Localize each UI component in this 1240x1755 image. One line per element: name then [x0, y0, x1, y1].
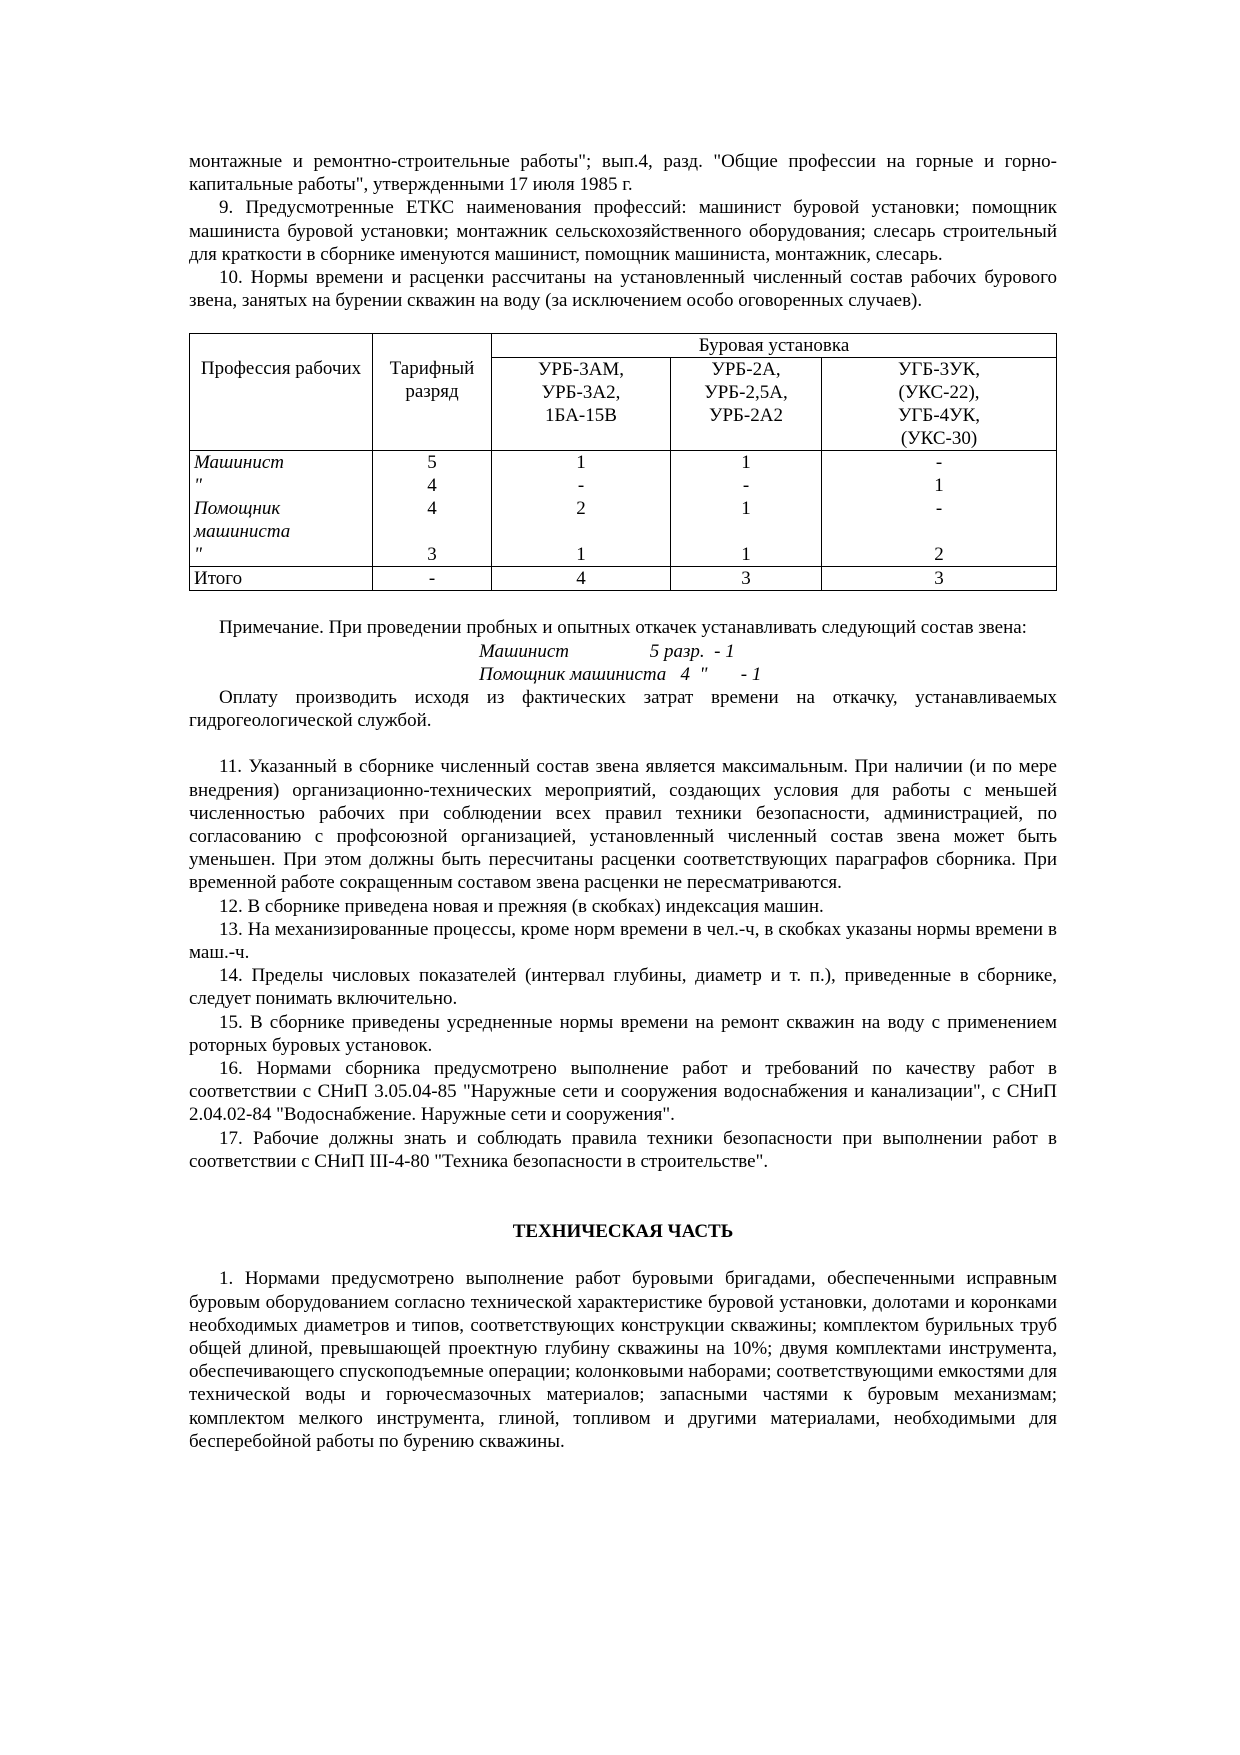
header-profession: Профессия рабочих: [190, 334, 373, 451]
header-grade: Тарифный разряд: [373, 334, 492, 451]
total-rig-1: 4: [492, 567, 671, 591]
total-grade: -: [373, 567, 492, 591]
column-profession: Машинист " Помощник машиниста ": [190, 451, 373, 567]
note-text: Примечание. При проведении пробных и опытных откачек устанавливать следующий состав звена:: [219, 617, 1027, 639]
document-page: [189, 150, 1057, 1453]
paragraph-16: 16. Нормами сборника предусмотрено выполнение работ и требований по качеству работ в соответствии с СНиП 3.05.04-85 "Наружные сети и сооружения водоснабжения и канализации", с СНиП 2.04.02-84 "Водоснабжение. Наружные сети и сооружения".: [189, 1058, 1057, 1126]
crew-composition-table: [189, 333, 1057, 591]
header-drilling-rig: Буровая установка: [492, 334, 1057, 358]
header-rig-1: УРБ-3АМ, УРБ-3А2, 1БА-15В: [492, 358, 671, 451]
total-label: Итого: [190, 567, 373, 591]
column-rig-1: 1 - 2 1: [492, 451, 671, 567]
paragraph-9: 9. Предусмотренные ЕТКС наименования профессий: машинист буровой установки; помощник машиниста буровой установки; монтажник сельскохозяйственного оборудования; слесарь строительный для краткости в сборнике именуются машинист, помощник машиниста, монтажник, слесарь.: [189, 197, 1057, 265]
tech-paragraph-1: 1. Нормами предусмотрено выполнение работ буровыми бригадами, обеспеченными исправным буровым оборудованием согласно технической характеристике буровой установки, долотами и коронками необходимых диаметров и типов, соответствующих конструкции скважины; комплектом бурильных труб общей длиной, превышающей проектную глубину скважины на 10%; двумя комплектами инструмента, обеспечивающего спускоподъемные операции; колонковыми наборами; соответствующими емкостями для технической воды и горючесмазочных материалов; запасными частями к буровым механизмам; комплектом мелкого инструмента, глиной, топливом и другими материалами, необходимыми для бесперебойной работы по бурению скважины.: [189, 1268, 1057, 1452]
note-block: [189, 616, 1057, 732]
total-rig-3: 3: [822, 567, 1057, 591]
paragraph-13: 13. На механизированные процессы, кроме норм времени в чел.-ч, в скобках указаны нормы времени в маш.-ч.: [189, 918, 1057, 964]
paragraph-11: 11. Указанный в сборнике численный состав звена является максимальным. При наличии (и по мере внедрения) организационно-технических мероприятий, создающих условия для работы с меньшей численностью рабочих при соблюдении всех правил техники безопасности, администрацией, по согласованию с профсоюзной организацией, установленный численный состав звена может быть уменьшен. При этом должны быть пересчитаны расценки соответствующих параграфов сборника. При временной работе сокращенным составом звена расценки не пересматриваются.: [189, 756, 1057, 894]
paragraph-14: 14. Пределы числовых показателей (интервал глубины, диаметр и т. п.), приведенные в сборнике, следует понимать включительно.: [189, 965, 1057, 1010]
column-grade: 5 4 4 3: [373, 451, 492, 567]
paragraph-10: 10. Нормы времени и расценки рассчитаны на установленный численный состав рабочих бурового звена, занятых на бурении скважин на воду (за исключением особо оговоренных случаев).: [189, 267, 1057, 312]
section-heading: ТЕХНИЧЕСКАЯ ЧАСТЬ: [512, 1221, 734, 1243]
table-row-total: [190, 567, 1057, 591]
note-staff-line-2: Помощник машиниста 4 " - 1: [479, 663, 762, 685]
header-rig-3: УГБ-3УК, (УКС-22), УГБ-4УК, (УКС-30): [822, 358, 1057, 451]
note-payment: Оплату производить исходя из фактических затрат времени на откачку, устанавливаемых гидрогеологической службой.: [189, 687, 1057, 732]
total-rig-2: 3: [671, 567, 822, 591]
header-rig-2: УРБ-2А, УРБ-2,5А, УРБ-2А2: [671, 358, 822, 451]
paragraph-15: 15. В сборнике приведены усредненные нормы времени на ремонт скважин на воду с применением роторных буровых установок.: [189, 1011, 1057, 1056]
paragraph-12: 12. В сборнике приведена новая и прежняя (в скобках) индексация машин.: [219, 895, 824, 917]
paragraph-17: 17. Рабочие должны знать и соблюдать правила техники безопасности при выполнении работ в соответствии с СНиП III-4-80 "Техника безопасности в строительстве".: [189, 1127, 1057, 1172]
paragraph-continuation: монтажные и ремонтно-строительные работы"; вып.4, разд. "Общие профессии на горные и горно-капитальные работы", утвержденными 17 июля 1985 г.: [189, 151, 1057, 196]
column-rig-3: - 1 - 2: [822, 451, 1057, 567]
column-rig-2: 1 - 1 1: [671, 451, 822, 567]
note-staff-line-1: Машинист 5 разр. - 1: [479, 640, 735, 662]
